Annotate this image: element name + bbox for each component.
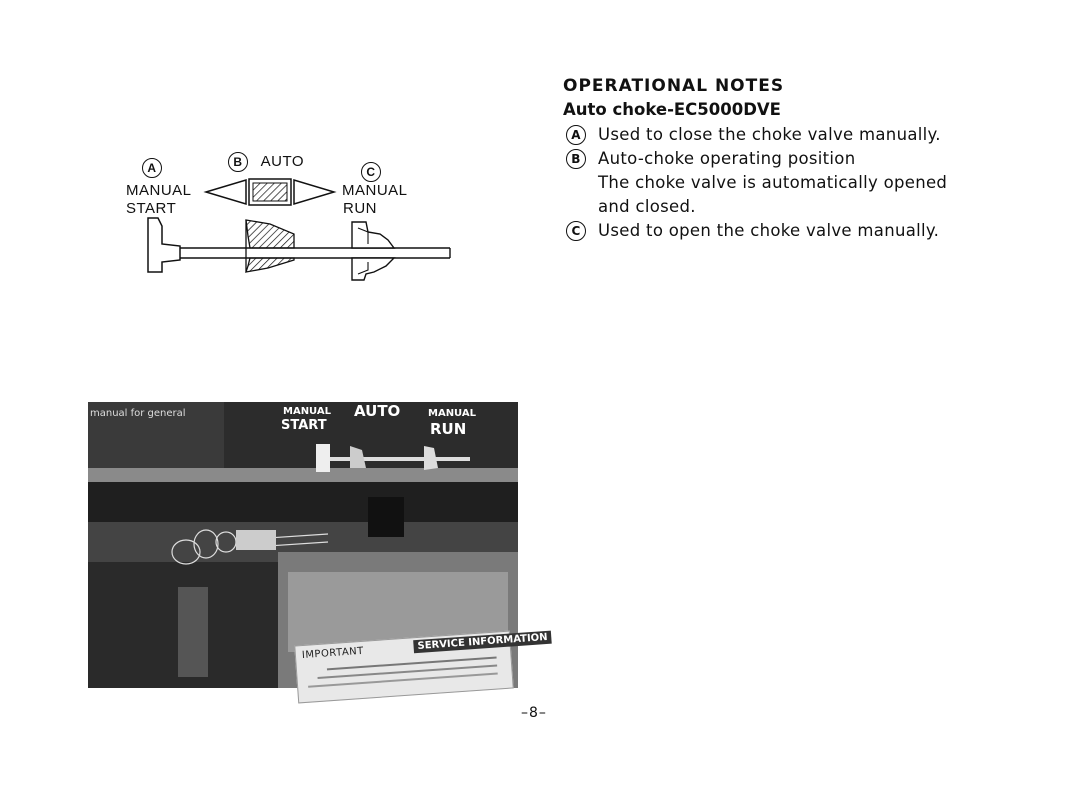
- note-c-text: Used to open the choke valve manually.: [598, 221, 940, 240]
- marker-b-label: B AUTO: [228, 152, 304, 172]
- note-b-text: Auto-choke operating position: [598, 149, 856, 168]
- marker-c-label: C: [361, 162, 381, 182]
- marker-c-icon: C: [566, 221, 586, 241]
- choke-rod-drawing: [118, 148, 468, 284]
- operational-notes: [563, 76, 983, 243]
- marker-b-icon: B: [566, 149, 586, 169]
- sticker-important-text: IMPORTANT: [301, 645, 365, 662]
- auto-position-box: [253, 183, 287, 201]
- choke-diagram: [118, 148, 468, 284]
- photo-manual-run-line2: RUN: [430, 420, 467, 438]
- photo-manual-run-line1: MANUAL: [428, 408, 476, 419]
- left-arrow-icon: [206, 180, 246, 204]
- right-arrow-icon: [294, 180, 334, 204]
- auto-label: AUTO: [260, 153, 305, 170]
- photo-corner-text: manual for general: [90, 408, 186, 419]
- marker-a-icon: A: [566, 125, 586, 145]
- note-b-continuation: The choke valve is automatically opened and closed.: [598, 173, 948, 216]
- marker-a-label: A: [142, 158, 162, 178]
- manual-start-line1: MANUAL: [126, 182, 192, 199]
- sticker-service-information: SERVICE INFORMATION: [413, 631, 552, 654]
- manual-start-line2: START: [126, 200, 177, 217]
- notes-title: OPERATIONAL NOTES: [563, 76, 785, 96]
- note-item-b: [563, 147, 983, 219]
- page-number: –8–: [521, 705, 547, 721]
- photo-auto-label: AUTO: [354, 402, 401, 420]
- note-item-c: [563, 219, 983, 243]
- note-item-a: [563, 123, 983, 147]
- photo-manual-start-line1: MANUAL: [283, 406, 331, 417]
- choke-knob-icon: [148, 218, 180, 272]
- note-a-text: Used to close the choke valve manually.: [598, 125, 941, 144]
- manual-run-line1: MANUAL: [342, 182, 408, 199]
- notes-subtitle: Auto choke-EC5000DVE: [563, 100, 781, 119]
- manual-run-line2: RUN: [343, 200, 377, 217]
- control-panel-photo: [88, 402, 548, 688]
- photo-manual-start-line2: START: [281, 418, 327, 433]
